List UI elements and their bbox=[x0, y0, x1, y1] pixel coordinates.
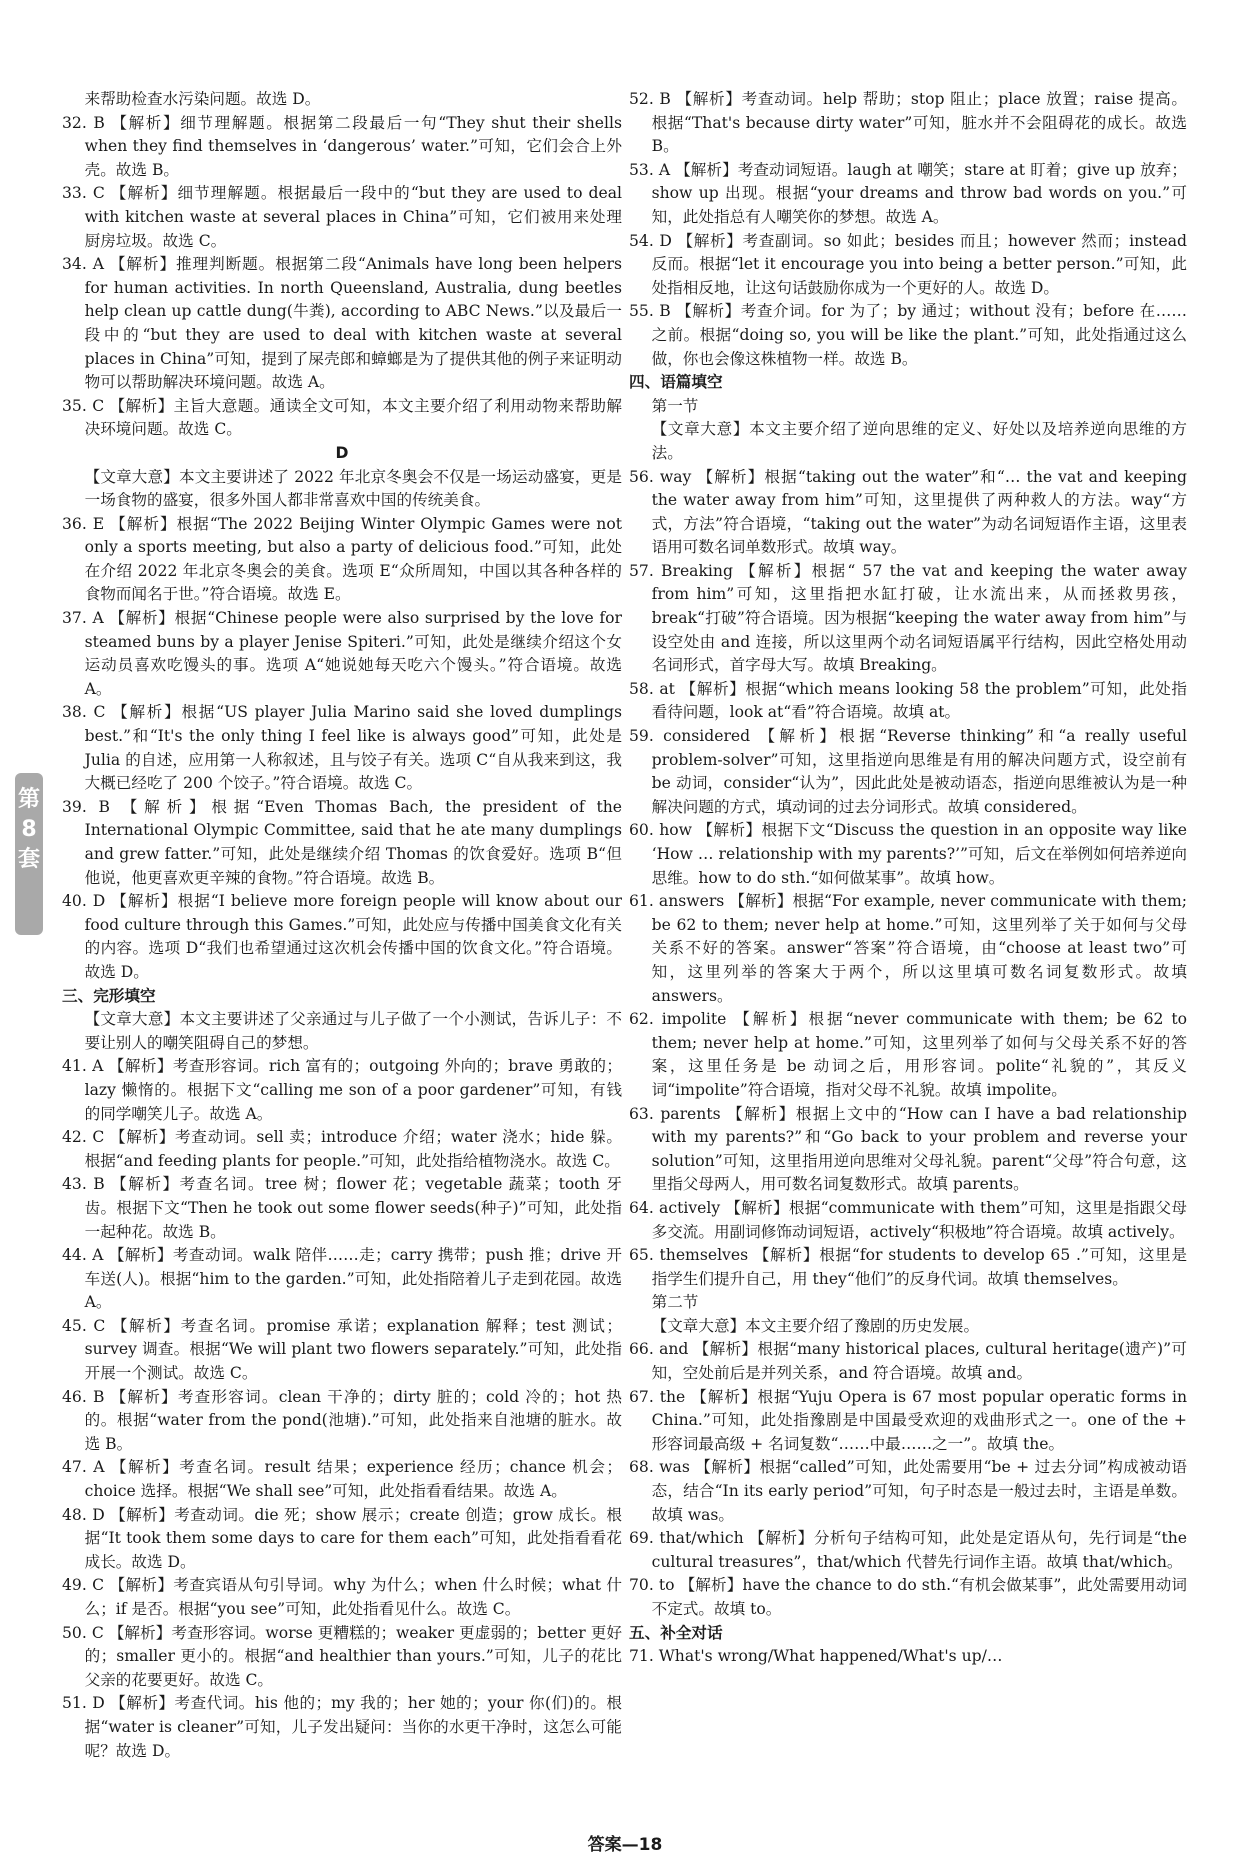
answer-paragraph: 第二节 bbox=[651, 1293, 699, 1312]
answer-paragraph: 35. C 【解析】主旨大意题。通读全文可知，本文主要介绍了利用动物来帮助解决环境问题。故选 C。 bbox=[62, 396, 622, 439]
answer-paragraph: 63. parents 【解析】根据上文中的“How can I have a bad relationship with my parents?”和“Go back to your problem and reverse your solution”可知，这里指用逆向思维对父母礼貌。parent“父母”符合句意，这里指父母两人，用可数名词复数形式。故填 parents。 bbox=[629, 1104, 1187, 1194]
answer-paragraph: 36. E 【解析】根据“The 2022 Beijing Winter Olympic Games were not only a sports meeting, but also a party of delicious food.”可知，此处在介绍 2022 年北京冬奥会的美食。选项 E“众所周知，中国以其各种各样的食物而闻名于世。”符合语境。故选 E。 bbox=[62, 514, 622, 604]
answer-paragraph: 50. C 【解析】考查形容词。worse 更糟糕的；weaker 更虚弱的；better 更好的；smaller 更小的。根据“and healthier than yours.”可知，儿子的花比父亲的花要更好。故选 C。 bbox=[62, 1623, 622, 1689]
section-heading: 五、补全对话 bbox=[629, 1623, 723, 1642]
answer-paragraph: 37. A 【解析】根据“Chinese people were also surprised by the love for steamed buns by a player Jenise Spiteri.”可知，此处是继续介绍这个女运动员喜欢吃馒头的事。选项 A“她说她每天吃六个馒头。”符合语境。故选 A。 bbox=[62, 609, 622, 698]
section-heading: 三、完形填空 bbox=[62, 986, 156, 1005]
answer-paragraph: 41. A 【解析】考查形容词。rich 富有的；outgoing 外向的；brave 勇敢的；lazy 懒惰的。根据下文“calling me son of a poor gardener”可知，有钱的同学嘲笑儿子。故选 A。 bbox=[62, 1057, 622, 1123]
answer-paragraph: 【文章大意】本文主要讲述了 2022 年北京冬奥会不仅是一场运动盛宴，更是一场食物的盛宴，很多外国人都非常喜欢中国的传统美食。 bbox=[84, 467, 622, 510]
answer-paragraph: 71. What's wrong/What happened/What's up/… bbox=[629, 1647, 1003, 1666]
answer-paragraph: 57. Breaking 【解析】根据“ 57 the vat and keeping the water away from him”可知，这里指把水缸打破，让水流出来，从而拯救男孩，break“打破”符合语境。因为根据“keeping the water away from him”与设空处由 and 连接，所以这里两个动名词短语属平行结构，因此空格处用动名词形式，首字母大写。故填 Breaking。 bbox=[629, 561, 1187, 675]
answer-paragraph: 【文章大意】本文主要讲述了父亲通过与儿子做了一个小测试，告诉儿子：不要让别人的嘲笑阻碍自己的梦想。 bbox=[84, 1010, 622, 1052]
answer-paragraph: 66. and 【解析】根据“many historical places, cultural heritage(遗产)”可知，空处前后是并列关系，and 符合语境。故填 and。 bbox=[629, 1340, 1187, 1383]
answer-paragraph: 61. answers 【解析】根据“For example, never communicate with them; be 62 to them; never help at home.”可知，这里列举了关于如何与父母关系不好的答案。answer“答案”符合语境，由“choose at least two”可知，这里列举的答案大于两个，所以这里填可数名词复数形式。故填 answers。 bbox=[629, 892, 1187, 1005]
answer-paragraph: 【文章大意】本文主要介绍了逆向思维的定义、好处以及培养逆向思维的方法。 bbox=[651, 420, 1187, 462]
answer-paragraph: 第一节 bbox=[651, 396, 699, 415]
answer-paragraph: 44. A 【解析】考查动词。walk 陪伴……走；carry 携带；push 推；drive 开车送(人)。根据“him to the garden.”可知，此处指陪着儿子走到花园。故选 A。 bbox=[62, 1246, 622, 1312]
answer-paragraph: 【文章大意】本文主要介绍了豫剧的历史发展。 bbox=[651, 1316, 980, 1335]
answer-paragraph: 54. D 【解析】考查副词。so 如此；besides 而且；however 然而；instead 反而。根据“let it encourage you into being a better person.”可知，此处指相反地，让这句话鼓励你成为一个更好的人。故选 D。 bbox=[629, 231, 1187, 297]
chapter-side-tab bbox=[15, 773, 43, 935]
answer-paragraph: 67. the 【解析】根据“Yuju Opera is 67 most popular operatic forms in China.”可知，此处指豫剧是中国最受欢迎的戏曲形式之一。one of the + 形容词最高级 + 名词复数“……中最……之一”。故填 the。 bbox=[629, 1387, 1187, 1453]
right-column bbox=[629, 88, 1187, 1669]
answer-paragraph: 34. A 【解析】推理判断题。根据第二段“Animals have long been helpers for human activities. In north Queensland, Australia, dung beetles help clean up cattle dung(牛粪), according to ABC News.”以及最后一段中的“but they are used to deal with kitchen waste at several places in China”可知，提到了屎壳郎和蟑螂是为了提供其他的例子来证明动物可以帮助解决环境问题。故选 A。 bbox=[62, 255, 622, 392]
answer-paragraph: 46. B 【解析】考查形容词。clean 干净的；dirty 脏的；cold 冷的；hot 热的。根据“water from the pond(池塘).”可知，此处指来自池塘的脏水。故选 B。 bbox=[62, 1387, 622, 1453]
answer-paragraph: 53. A 【解析】考查动词短语。laugh at 嘲笑；stare at 盯着；give up 放弃；show up 出现。根据“your dreams and throw bad words on you.”可知，此处指总有人嘲笑你的梦想。故选 A。 bbox=[629, 160, 1187, 226]
answer-paragraph: 48. D 【解析】考查动词。die 死；show 展示；create 创造；grow 成长。根据“It took them some days to care for them each”可知，此处指看看花成长。故选 D。 bbox=[62, 1505, 622, 1571]
answer-paragraph: 62. impolite 【解析】根据“never communicate with them; be 62 to them; never help at home.”可知，这里列举了如何与父母关系不好的答案，这里任务是 be 动词之后，用形容词。polite“礼貌的”，其反义词“impolite”符合语境，指对父母不礼貌。故填 impolite。 bbox=[629, 1010, 1187, 1099]
answer-paragraph: 64. actively 【解析】根据“communicate with them”可知，这里是指跟父母多交流。用副词修饰动词短语，actively“积极地”符合语境。故填 actively。 bbox=[629, 1198, 1187, 1241]
side-tab-char: 第 bbox=[17, 787, 40, 812]
answer-paragraph: 51. D 【解析】考查代词。his 他的；my 我的；her 她的；your 你(们)的。根据“water is cleaner”可知，儿子发出疑问：当你的水更干净时，这怎么可能呢？故选 D。 bbox=[62, 1694, 622, 1760]
answer-paragraph: 65. themselves 【解析】根据“for students to develop 65 .”可知，这里是指学生们提升自己，用 they“他们”的反身代词。故填 themselves。 bbox=[629, 1246, 1187, 1288]
answer-paragraph: 来帮助检查水污染问题。故选 D。 bbox=[84, 90, 321, 108]
answer-paragraph: 45. C 【解析】考查名词。promise 承诺；explanation 解释；test 测试；survey 调查。根据“We will plant two flowers separately.”可知，此处指开展一个测试。故选 C。 bbox=[62, 1316, 622, 1383]
answer-paragraph: 47. A 【解析】考查名词。result 结果；experience 经历；chance 机会；choice 选择。根据“We shall see”可知，此处指看看结果。故选 A。 bbox=[62, 1458, 622, 1501]
answer-paragraph: 52. B 【解析】考查动词。help 帮助；stop 阻止；place 放置；raise 提高。根据“That's because dirty water”可知，脏水并不会阻碍花的成长。故选 B。 bbox=[629, 90, 1188, 156]
answer-paragraph: 40. D 【解析】根据“I believe more foreign people will know about our food culture through this Games.”可知，此处应与传播中国美食文化有关的内容。选项 D“我们也希望通过这次机会传播中国的饮食文化。”符合语境。故选 D。 bbox=[62, 892, 622, 981]
answer-paragraph: 43. B 【解析】考查名词。tree 树；flower 花；vegetable 蔬菜；tooth 牙齿。根据下文“Then he took out some flower seeds(种子)”可知，此处指一起种花。故选 B。 bbox=[62, 1175, 622, 1241]
answer-paragraph: 69. that/which 【解析】分析句子结构可知，此处是定语从句，先行词是“the cultural treasures”，that/which 代替先行词作主语。故填 that/which。 bbox=[629, 1529, 1187, 1571]
left-column bbox=[62, 88, 622, 1763]
answer-paragraph: 70. to 【解析】have the chance to do sth.“有机会做某事”，此处需要用动词不定式。故填 to。 bbox=[629, 1576, 1187, 1618]
answer-paragraph: 56. way 【解析】根据“taking out the water”和“… the vat and keeping the water away from him”可知，这里提供了两种救人的方法。way“方式，方法”符合语境，“taking out the water”为动名词短语作主语，这里表语用可数名词单数形式。故填 way。 bbox=[629, 467, 1187, 557]
side-tab-char: 8 bbox=[21, 817, 37, 842]
page-footer: 答案—18 bbox=[587, 1835, 663, 1855]
answer-paragraph: 60. how 【解析】根据下文“Discuss the question in an opposite way like ‘How … relationship with my parents?’”可知，后文在举例如何培养逆向思维。how to do sth.“如何做某事”。故填 how。 bbox=[629, 821, 1187, 887]
answer-paragraph: 58. at 【解析】根据“which means looking 58 the problem”可知，此处指看待问题，look at“看”符合语境。故填 at。 bbox=[629, 679, 1187, 722]
answer-paragraph: 59. considered 【解析】根据“Reverse thinking”和“a really useful problem-solver”可知，这里指逆向思维是有用的解决问题方式，设空前有 be 动词，consider“认为”，因此此处是被动语态，指逆向思维被认为是一种解决问题的方式，填动词的过去分词形式。故填 considered。 bbox=[629, 727, 1187, 816]
section-heading: 四、语篇填空 bbox=[629, 373, 723, 392]
answer-paragraph: 33. C 【解析】细节理解题。根据最后一段中的“but they are used to deal with kitchen waste at several places in China”可知，它们被用来处理厨房垃圾。故选 C。 bbox=[62, 184, 622, 250]
answer-paragraph: 39. B 【解析】根据“Even Thomas Bach, the president of the International Olympic Committee, said that he ate many dumplings and grew fatter.”可知，此处是继续介绍 Thomas 的饮食爱好。选项 B“但他说，他更喜欢更辛辣的食物。”符合语境。故选 B。 bbox=[62, 797, 622, 887]
answer-paragraph: 49. C 【解析】考查宾语从句引导词。why 为什么；when 什么时候；what 什么；if 是否。根据“you see”可知，此处指看见什么。故选 C。 bbox=[62, 1576, 622, 1618]
answer-paragraph: 32. B 【解析】细节理解题。根据第二段最后一句“They shut their shells when they find themselves in ‘dangerous’ water.”可知，它们会合上外壳。故选 B。 bbox=[62, 113, 622, 179]
passage-heading: D bbox=[335, 443, 349, 462]
side-tab-char: 套 bbox=[17, 847, 40, 872]
answer-paragraph: 42. C 【解析】考查动词。sell 卖；introduce 介绍；water 浇水；hide 躲。根据“and feeding plants for people.”可知，此处指给植物浇水。故选 C。 bbox=[62, 1128, 622, 1170]
answer-paragraph: 68. was 【解析】根据“called”可知，此处需要用“be + 过去分词”构成被动语态，结合“In its early period”可知，句子时态是一般过去时，主语是单数。故填 was。 bbox=[629, 1458, 1187, 1524]
answer-paragraph: 55. B 【解析】考查介词。for 为了；by 通过；without 没有；before 在……之前。根据“doing so, you will be like the plant.”可知，此处指通过这么做，你也会像这株植物一样。故选 B。 bbox=[629, 302, 1187, 368]
answer-paragraph: 38. C 【解析】根据“US player Julia Marino said she loved dumplings best.”和“It's the only thing I feel like is always good”可知，此处是 Julia 的自述，应用第一人称叙述，且与饺子有关。选项 C“自从我来到这，我大概已经吃了 200 个饺子。”符合语境。故选 C。 bbox=[62, 703, 622, 793]
